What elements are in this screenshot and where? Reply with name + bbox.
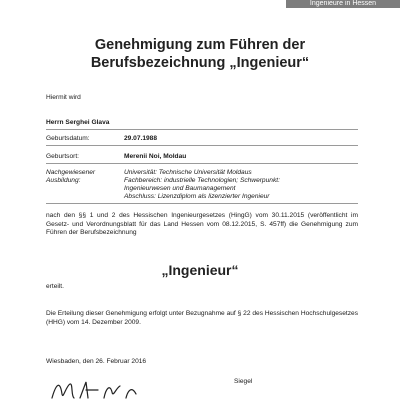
education-line: Universität: Technische Universität Moldaus <box>124 169 252 176</box>
divider <box>46 145 358 146</box>
birth-date-value: 29.07.1988 <box>124 135 158 142</box>
education-line: Abschluss: Lizenzdiplom als lizenzierter Ingenieur <box>124 193 270 200</box>
document-title <box>0 36 400 72</box>
education-label-line-2: Ausbildung: <box>46 177 81 184</box>
award-title: „Ingenieur“ <box>161 262 239 278</box>
seal-label: Siegel <box>234 378 253 385</box>
header-tab: Ingenieure in Hessen <box>286 0 400 8</box>
holder-name: Herrn Serghei Glava <box>46 119 110 126</box>
birth-date-label: Geburtsdatum: <box>46 135 90 142</box>
education-line: Ingenieurwesen und Baumanagement <box>124 185 236 192</box>
granted-text: erteilt. <box>46 283 64 290</box>
legal-paragraph: nach den §§ 1 und 2 des Hessischen Ingenieurgesetzes (HingG) vom 30.11.2015 (veröffentlicht im Gesetz- und Verordnungsblatt für das Land Hessen vom 08.12.2015, S. 457ff) die Genehmigung zum Führen der Berufsbezeichnung <box>46 212 358 237</box>
intro-text: Hiermit wird <box>46 94 81 101</box>
education-label-line-1: Nachgewiesener <box>46 169 96 176</box>
divider <box>46 163 358 164</box>
education-line: Fachbereich: industrielle Technologien; Schwerpunkt: <box>124 177 280 184</box>
title-line-1: Genehmigung zum Führen der <box>94 37 306 53</box>
place-and-date: Wiesbaden, den 26. Februar 2016 <box>46 358 147 365</box>
signature-icon <box>46 378 156 400</box>
divider <box>46 203 358 204</box>
divider <box>46 129 358 130</box>
birth-place-value: Merenii Noi, Moldau <box>124 153 187 160</box>
title-line-2: Berufsbezeichnung „Ingenieur“ <box>90 55 310 71</box>
closing-paragraph: Die Erteilung dieser Genehmigung erfolgt unter Bezugnahme auf § 22 des Hessischen Hochschulgesetzes (HHG) vom 14. Dezember 2009. <box>46 310 358 326</box>
birth-place-label: Geburtsort: <box>46 153 79 160</box>
